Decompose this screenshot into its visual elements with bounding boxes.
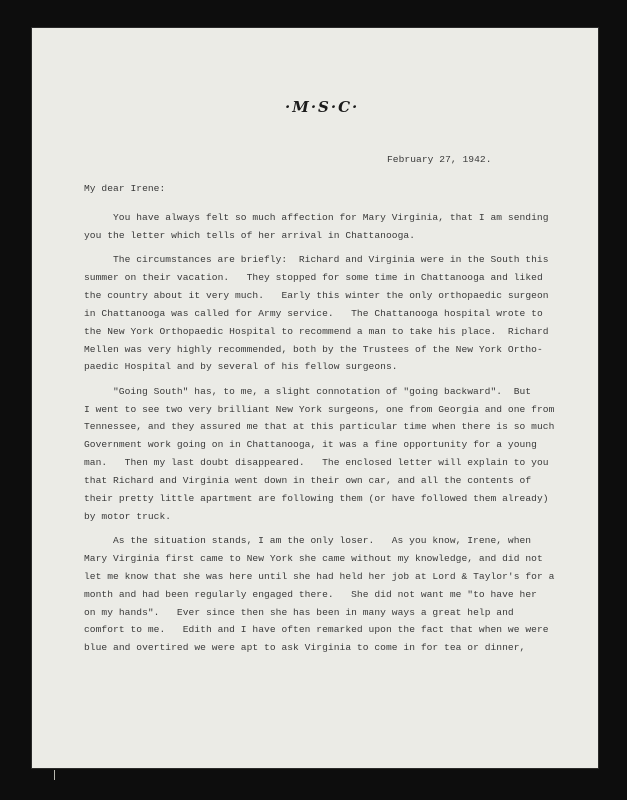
body-line: "Going South" has, to me, a slight connotation of "going backward". But (113, 385, 532, 397)
letter-date: February 27, 1942. (387, 154, 492, 165)
body-line: As the situation stands, I am the only loser. As you know, Irene, when (113, 535, 532, 547)
letterhead-monogram: ·M·S·C· (285, 98, 360, 116)
body-line: Mellen was very highly recommended, both by the Trustees of the New York Ortho- (84, 343, 543, 355)
paper-margin-mark (54, 770, 61, 780)
body-line: You have always felt so much affection for Mary Virginia, that I am sending (113, 212, 549, 223)
body-line: Tennessee, and they assured me that at this particular time when there is so much (84, 421, 555, 433)
body-line: month and had been regularly engaged there. She did not want me "to have her (84, 588, 537, 600)
body-line: you the letter which tells of her arrival in Chattanooga. (84, 229, 416, 241)
body-line: blue and overtired we were apt to ask Virginia to come in for tea or dinner, (84, 642, 526, 654)
body-line: their pretty little apartment are following them (or have followed them already) (84, 492, 549, 504)
body-line: comfort to me. Edith and I have often remarked upon the fact that when we were (84, 624, 549, 636)
body-line: on my hands". Ever since then she has been in many ways a great help and (84, 606, 514, 618)
body-line: the country about it very much. Early this winter the only orthopaedic surgeon (84, 289, 549, 301)
letter-page (32, 28, 598, 768)
body-line: by motor truck. (84, 510, 172, 522)
body-line: Government work going on in Chattanooga, it was a fine opportunity for a young (84, 439, 537, 451)
body-line: Mary Virginia first came to New York she came without my knowledge, and did not (84, 552, 543, 564)
letter-body (84, 209, 554, 657)
salutation: My dear Irene: (84, 183, 166, 194)
body-line: in Chattanooga was called for Army service. The Chattanooga hospital wrote to (84, 307, 543, 319)
body-line: I went to see two very brilliant New York surgeons, one from Georgia and one from (84, 403, 555, 415)
body-line: that Richard and Virginia went down in their own car, and all the contents of (84, 475, 532, 486)
body-line: the New York Orthopaedic Hospital to recommend a man to take his place. Richard (84, 325, 549, 337)
body-line: paedic Hospital and by several of his fellow surgeons. (84, 361, 398, 373)
body-line: The circumstances are briefly: Richard and Virginia were in the South this (113, 254, 549, 266)
body-line: man. Then my last doubt disappeared. The enclosed letter will explain to you (84, 457, 549, 469)
body-line: summer on their vacation. They stopped for some time in Chattanooga and liked (84, 272, 543, 284)
body-line: let me know that she was here until she had held her job at Lord & Taylor's for a (84, 570, 555, 582)
